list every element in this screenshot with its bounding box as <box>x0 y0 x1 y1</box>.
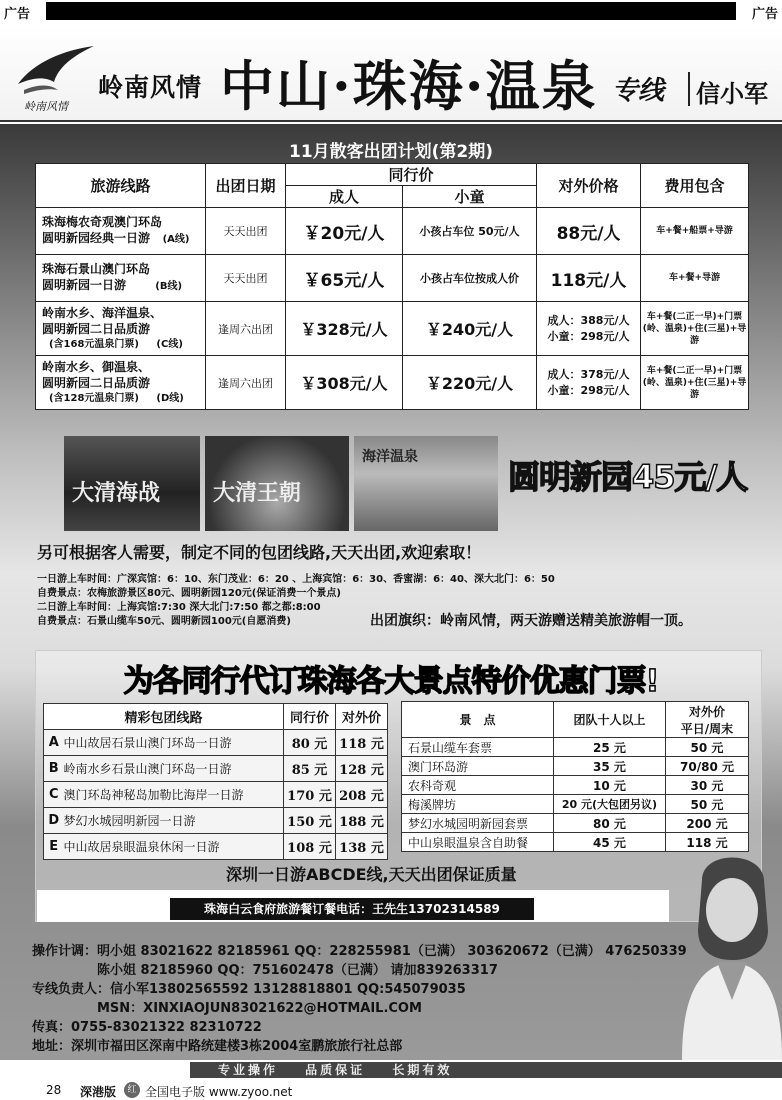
col-date: 出团日期 <box>206 164 286 208</box>
ad-label-right: 广告 <box>751 7 778 22</box>
col-spot: 景 点 <box>402 702 554 738</box>
spot-name: 农科奇观 <box>402 776 554 795</box>
col-route: 旅游线路 <box>36 164 206 208</box>
pickup-info: 一日游上车时间：广深宾馆：6：10、东门茂业：6：20 、上海宾馆：6：30、香蜜湖：6：40、深大北门：6：50 自费景点：农梅旅游景区80元、圆明新园120元(保证消费一个景点) 二日游上车时间：上海宾馆:7:30 深大北门:7:50 都之都:8:00 自费景点：石景山缆车50元、圆明新园100元(自愿消费) <box>37 574 555 627</box>
route-name: 中山故居石景山澳门环岛一日游 <box>64 730 284 756</box>
photo-daqing-wangchao: 大清王朝 <box>205 436 349 531</box>
photo-daqing-haizhan: 大清海战 <box>64 436 200 531</box>
top-black-bar <box>46 2 736 20</box>
promo-text: 圆明新园45元/人 <box>508 458 748 496</box>
route-cell: 岭南水乡、海洋温泉、 圆明新园二日品质游 (含168元温泉门票) (C线) <box>36 302 206 356</box>
table-row <box>36 255 749 302</box>
contact-line: 专线负责人：信小军13802565592 13128818801 QQ:545079035 <box>32 982 466 997</box>
date-cell: 逢周六出团 <box>206 356 286 410</box>
includes-cell: 车+餐(二正一早)+门票 (岭、温泉)+住(三星)+导游 <box>641 356 749 410</box>
retail-price: 200 元 <box>666 814 749 833</box>
brand-name: 岭南风情 <box>98 73 203 102</box>
photo-hot-spring: 海洋温泉 <box>354 436 498 531</box>
col-group-price: 团队十人以上 <box>554 702 666 738</box>
attraction-tickets-table <box>401 701 749 852</box>
retail-price: 188 元 <box>336 808 388 834</box>
table-row <box>44 730 388 756</box>
child-price: 小孩占车位按成人价 <box>402 255 536 302</box>
group-price: 10 元 <box>554 776 666 795</box>
child-price: ￥240元/人 <box>402 302 536 356</box>
date-cell: 逢周六出团 <box>206 302 286 356</box>
retail-price: 118 元 <box>666 833 749 852</box>
retail-price: 128 元 <box>336 756 388 782</box>
header-contact: 信小军 <box>696 80 768 108</box>
tour-plan-table <box>35 163 749 410</box>
route-name: 梦幻水城园明新园一日游 <box>64 808 284 834</box>
peer-price: 80 元 <box>284 730 336 756</box>
col-route-name: 精彩包团线路 <box>44 704 284 730</box>
retail-price: 50 元 <box>666 795 749 814</box>
group-price: 25 元 <box>554 738 666 757</box>
page-number: 28 <box>46 1083 62 1097</box>
date-cell: 天天出团 <box>206 255 286 302</box>
adult-price: ￥20元/人 <box>286 208 403 255</box>
route-name: 中山故居泉眼温泉休闲一日游 <box>64 834 284 860</box>
col-adult: 成人 <box>286 186 403 208</box>
plan-title: 11月散客出团计划(第2期) <box>288 142 494 162</box>
shenzhen-tour-line: 深圳一日游ABCDE线,天天出团保证质量 <box>226 865 517 884</box>
spot-name: 梦幻水城园明新园套票 <box>402 814 554 833</box>
hostess-photo <box>672 850 782 1060</box>
route-name: 澳门环岛神秘岛加勒比海岸一日游 <box>64 782 284 808</box>
spot-name: 梅溪牌坊 <box>402 795 554 814</box>
spot-name: 澳门环岛游 <box>402 757 554 776</box>
table-row <box>44 756 388 782</box>
col-peer-price: 同行价 <box>284 704 336 730</box>
restaurant-phone: 珠海白云食府旅游餐订餐电话：王先生13702314589 <box>170 898 534 920</box>
route-letter: A <box>44 730 64 756</box>
col-retail-price: 对外价 <box>336 704 388 730</box>
table-row <box>36 208 749 255</box>
col-retail: 对外价格 <box>537 164 641 208</box>
group-price: 20 元(大包团另议) <box>554 795 666 814</box>
tickets-title: 为各同行代订珠海各大景点特价优惠门票! <box>123 664 659 699</box>
includes-cell: 车+餐+船票+导游 <box>641 208 749 255</box>
group-price: 80 元 <box>554 814 666 833</box>
footer <box>0 1080 782 1100</box>
table-row <box>402 814 749 833</box>
slogan-bar: 专业操作 品质保证 长期有效 <box>190 1062 782 1078</box>
peer-price: 108 元 <box>284 834 336 860</box>
table-row <box>44 808 388 834</box>
retail-price: 208 元 <box>336 782 388 808</box>
peer-price: 150 元 <box>284 808 336 834</box>
route-cell: 珠海石景山澳门环岛 圆明新园一日游 (B线) <box>36 255 206 302</box>
logo-script: 岭南风情 <box>24 100 68 113</box>
retail-price: 50 元 <box>666 738 749 757</box>
custom-tour-note: 另可根据客人需要，制定不同的包团线路,天天出团,欢迎索取！ <box>37 543 482 562</box>
peer-price: 170 元 <box>284 782 336 808</box>
group-routes-table <box>43 703 388 860</box>
table-row <box>402 833 749 852</box>
route-letter: E <box>44 834 64 860</box>
contact-line: MSN：XINXIAOJUN83021622@HOTMAIL.COM <box>32 1001 422 1016</box>
website-link[interactable]: 全国电子版 www.zyoo.net <box>145 1085 293 1099</box>
spot-name: 石景山缆车套票 <box>402 738 554 757</box>
table-row <box>36 356 749 410</box>
retail-price: 成人：388元/人 小童：298元/人 <box>537 302 641 356</box>
col-peer: 同行价 <box>286 164 537 186</box>
route-letter: B <box>44 756 64 782</box>
top-strip <box>0 0 782 22</box>
divider <box>688 72 690 106</box>
retail-price: 138 元 <box>336 834 388 860</box>
contact-line: 操作计调：明小姐 83021622 82185961 QQ：228255981（已满） 303620672（已满） 476250339 <box>32 944 687 959</box>
route-cell: 岭南水乡、御温泉、 圆明新园二日品质游 (含128元温泉门票) (D线) <box>36 356 206 410</box>
contact-line: 地址：深圳市福田区深南中路统建楼3栋2004室鹏旅旅行社总部 <box>32 1039 403 1054</box>
group-price: 45 元 <box>554 833 666 852</box>
retail-price: 30 元 <box>666 776 749 795</box>
red-badge-icon: 红 <box>124 1082 140 1098</box>
table-row <box>36 302 749 356</box>
table-row <box>44 782 388 808</box>
group-price: 35 元 <box>554 757 666 776</box>
col-child: 小童 <box>402 186 536 208</box>
table-row <box>402 776 749 795</box>
spot-name: 中山泉眼温泉含自助餐 <box>402 833 554 852</box>
adult-price: ￥328元/人 <box>286 302 403 356</box>
col-retail: 对外价 平日/周末 <box>666 702 749 738</box>
retail-price: 成人：378元/人 小童：298元/人 <box>537 356 641 410</box>
flag-note: 出团旗织：岭南风情，两天游赠送精美旅游帽一顶。 <box>370 613 692 629</box>
child-price: ￥220元/人 <box>402 356 536 410</box>
route-cell: 珠海梅农奇观澳门环岛 圆明新园经典一日游 (A线) <box>36 208 206 255</box>
ad-label-left: 广告 <box>4 7 31 22</box>
page-title: 中山·珠海·温泉 <box>220 54 598 118</box>
route-letter: C <box>44 782 64 808</box>
table-row <box>402 757 749 776</box>
includes-cell: 车+餐(二正一早)+门票 (岭、温泉)+住(三星)+导游 <box>641 302 749 356</box>
contact-line: 传真：0755-83021322 82310722 <box>32 1020 262 1035</box>
retail-price: 88元/人 <box>537 208 641 255</box>
table-row <box>402 795 749 814</box>
retail-price: 70/80 元 <box>666 757 749 776</box>
table-row <box>402 738 749 757</box>
peer-price: 85 元 <box>284 756 336 782</box>
contact-block <box>32 942 687 1056</box>
title-suffix: 专线 <box>612 76 665 106</box>
retail-price: 118元/人 <box>537 255 641 302</box>
retail-price: 118 元 <box>336 730 388 756</box>
edition-label: 深港版 <box>80 1085 117 1099</box>
table-row <box>44 834 388 860</box>
col-includes: 费用包含 <box>641 164 749 208</box>
adult-price: ￥65元/人 <box>286 255 403 302</box>
date-cell: 天天出团 <box>206 208 286 255</box>
route-name: 岭南水乡石景山澳门环岛一日游 <box>64 756 284 782</box>
includes-cell: 车+餐+导游 <box>641 255 749 302</box>
adult-price: ￥308元/人 <box>286 356 403 410</box>
route-letter: D <box>44 808 64 834</box>
child-price: 小孩占车位 50元/人 <box>402 208 536 255</box>
header <box>0 24 782 122</box>
contact-line: 陈小姐 82185960 QQ：751602478（已满） 请加839263317 <box>32 963 498 978</box>
